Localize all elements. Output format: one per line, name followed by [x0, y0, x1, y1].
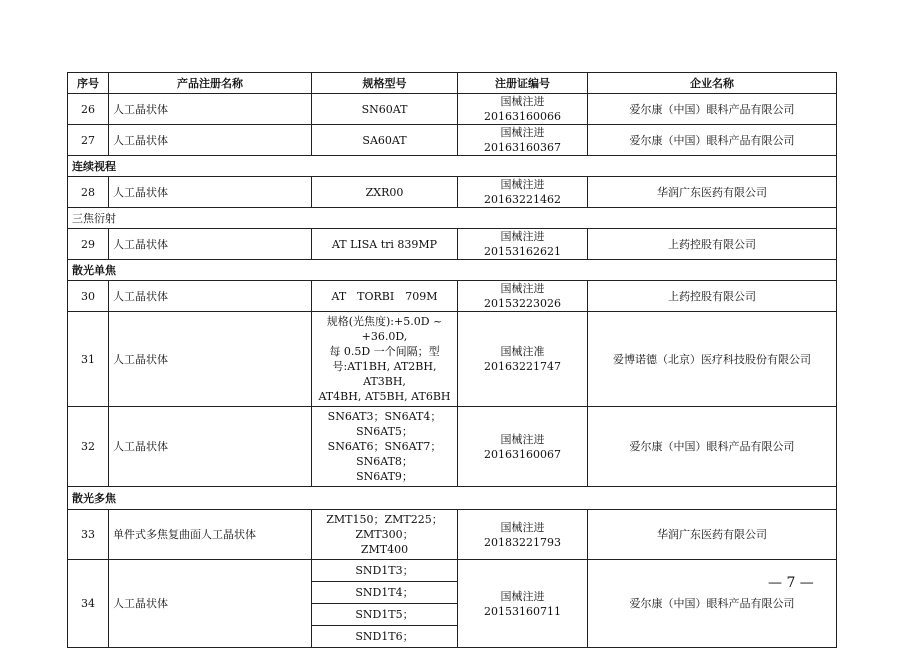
- spec-line: AT4BH, AT5BH, AT6BH: [318, 390, 451, 403]
- row-reg: 国械注进 20163160367: [458, 125, 588, 156]
- row-company: 爱尔康（中国）眼科产品有限公司: [588, 407, 837, 487]
- header-product-name: 产品注册名称: [109, 73, 312, 94]
- row-name: 人工晶状体: [109, 125, 312, 156]
- spec-line: ZMT400: [360, 543, 409, 556]
- row-spec: [312, 312, 458, 407]
- table-row: [68, 312, 837, 407]
- row-spec: [312, 510, 458, 560]
- section-title: 散光单焦: [68, 260, 837, 281]
- section-row: [68, 156, 837, 177]
- row-company: 爱尔康（中国）眼科产品有限公司: [588, 94, 837, 125]
- row-spec: SND1T3；: [312, 560, 458, 582]
- header-registration: 注册证编号: [458, 73, 588, 94]
- section-row: [68, 260, 837, 281]
- spec-line: SN6AT3；SN6AT4；SN6AT5；: [327, 410, 442, 438]
- row-spec: AT TORBI 709M: [312, 281, 458, 312]
- table-row: [68, 510, 837, 560]
- row-reg: 国械注进 20153223026: [458, 281, 588, 312]
- row-reg: 国械注进 20183221793: [458, 510, 588, 560]
- row-no: 28: [68, 177, 109, 208]
- table-row: [68, 177, 837, 208]
- row-spec: SA60AT: [312, 125, 458, 156]
- row-no: 29: [68, 229, 109, 260]
- header-company: 企业名称: [588, 73, 837, 94]
- section-title: 散光多焦: [68, 487, 837, 510]
- row-company: 爱尔康（中国）眼科产品有限公司: [588, 560, 837, 648]
- row-no: 30: [68, 281, 109, 312]
- row-company: 爱尔康（中国）眼科产品有限公司: [588, 125, 837, 156]
- row-no: 34: [68, 560, 109, 648]
- row-company: 华润广东医药有限公司: [588, 510, 837, 560]
- row-name: 人工晶状体: [109, 560, 312, 648]
- row-name: 人工晶状体: [109, 407, 312, 487]
- spec-line: ZMT150；ZMT225；ZMT300；: [326, 513, 443, 541]
- row-company: 爱博诺德（北京）医疗科技股份有限公司: [588, 312, 837, 407]
- header-no: 序号: [68, 73, 109, 94]
- row-name: 单件式多焦复曲面人工晶状体: [109, 510, 312, 560]
- row-spec: SND1T6；: [312, 626, 458, 648]
- spec-line: 规格(光焦度):+5.0D ~ +36.0D,: [326, 315, 443, 343]
- spec-line: SN6AT6；SN6AT7；SN6AT8；: [327, 440, 442, 468]
- row-spec: SND1T5；: [312, 604, 458, 626]
- table-row: [68, 407, 837, 487]
- row-reg: 国械注进 20163160067: [458, 407, 588, 487]
- row-reg: 国械注进 20153160711: [458, 560, 588, 648]
- section-row: [68, 208, 837, 229]
- section-title: 连续视程: [68, 156, 837, 177]
- row-no: 33: [68, 510, 109, 560]
- page-number: — 7 —: [768, 575, 814, 591]
- table-row: [68, 560, 837, 582]
- row-name: 人工晶状体: [109, 229, 312, 260]
- row-spec: [312, 407, 458, 487]
- table-row: [68, 94, 837, 125]
- table-row: [68, 229, 837, 260]
- spec-line: 每 0.5D 一个间隔；型: [329, 345, 440, 358]
- table-row: [68, 125, 837, 156]
- table-row: [68, 281, 837, 312]
- row-name: 人工晶状体: [109, 94, 312, 125]
- row-company: 华润广东医药有限公司: [588, 177, 837, 208]
- row-reg: 国械注进 20163221462: [458, 177, 588, 208]
- row-reg: 国械注进 20153162621: [458, 229, 588, 260]
- row-name: 人工晶状体: [109, 312, 312, 407]
- spec-line: SN6AT9；: [356, 470, 413, 483]
- section-title: 三焦衍射: [68, 208, 837, 229]
- row-spec: SN60AT: [312, 94, 458, 125]
- section-row: [68, 487, 837, 510]
- row-spec: ZXR00: [312, 177, 458, 208]
- row-spec: AT LISA tri 839MP: [312, 229, 458, 260]
- row-name: 人工晶状体: [109, 281, 312, 312]
- header-spec: 规格型号: [312, 73, 458, 94]
- row-reg: 国械注准 20163221747: [458, 312, 588, 407]
- product-table: [67, 72, 837, 648]
- row-name: 人工晶状体: [109, 177, 312, 208]
- row-spec: SND1T4；: [312, 582, 458, 604]
- spec-line: 号:AT1BH, AT2BH, AT3BH,: [332, 360, 437, 388]
- row-company: 上药控股有限公司: [588, 281, 837, 312]
- row-reg: 国械注进 20163160066: [458, 94, 588, 125]
- row-no: 27: [68, 125, 109, 156]
- row-company: 上药控股有限公司: [588, 229, 837, 260]
- row-no: 26: [68, 94, 109, 125]
- header-row: [68, 73, 837, 94]
- row-no: 31: [68, 312, 109, 407]
- row-no: 32: [68, 407, 109, 487]
